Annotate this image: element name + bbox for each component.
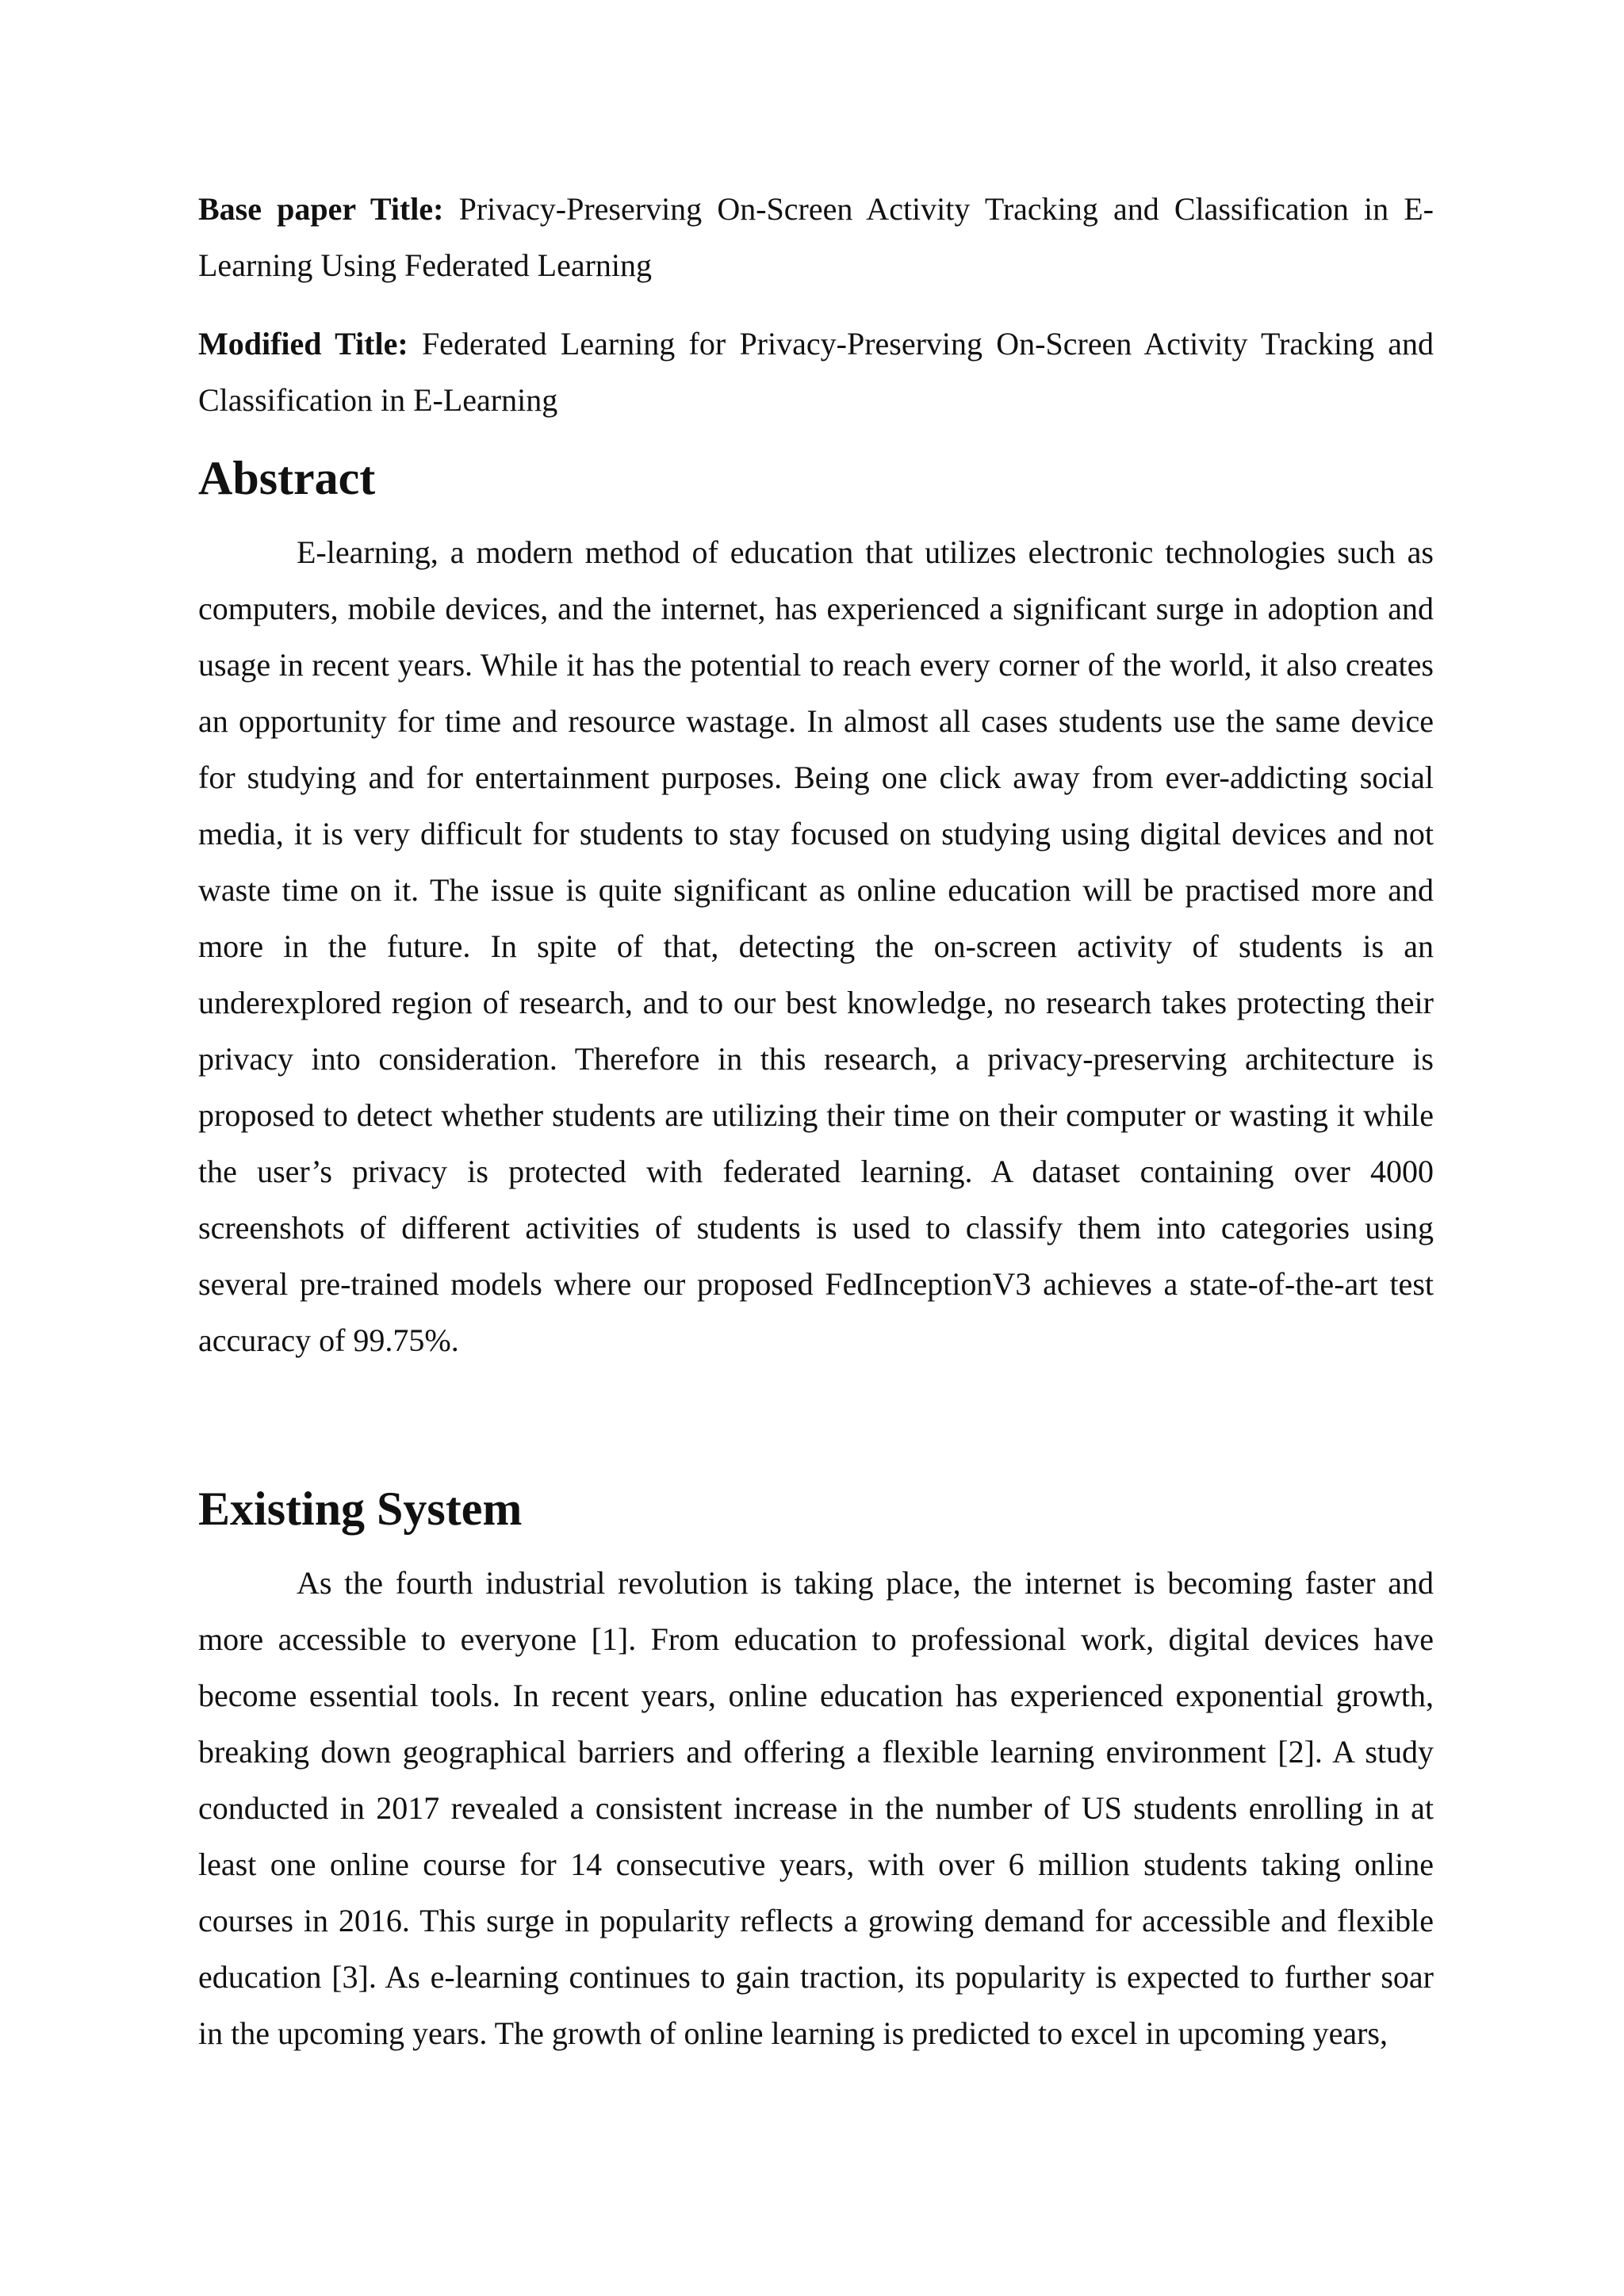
existing-system-heading: Existing System [198, 1483, 523, 1535]
modified-title-text: Federated Learning for Privacy-Preserving On-Screen Activity Tracking and Classification in E-Learning [198, 326, 1434, 418]
abstract-heading: Abstract [198, 452, 376, 504]
base-paper-title [198, 181, 1434, 293]
document-page [198, 181, 1434, 2061]
existing-system-paragraph: As the fourth industrial revolution is taking place, the internet is becoming faster and more accessible to everyone [1]. From education to professional work, digital devices have become essential tools. In recent years, online education has experienced exponential growth, breaking down geographical barriers and offering a flexible learning environment [2]. A study conducted in 2017 revealed a consistent increase in the number of US students enrolling in at least one online course for 14 consecutive years, with over 6 million students taking online courses in 2016. This surge in popularity reflects a growing demand for accessible and flexible education [3]. As e-learning continues to gain traction, its popularity is expected to further soar in the upcoming years. The growth of online learning is predicted to excel in upcoming years, [198, 1565, 1434, 2051]
base-paper-title-text: Privacy-Preserving On-Screen Activity Tracking and Classification in E-Learning Using Federated Learning [198, 191, 1434, 283]
modified-title-label: Modified Title: [198, 326, 408, 362]
modified-title [198, 316, 1434, 428]
base-paper-title-label: Base paper Title: [198, 191, 444, 227]
abstract-paragraph: E-learning, a modern method of education that utilizes electronic technologies such as computers, mobile devices, and the internet, has experienced a significant surge in adoption and usage in recent years. While it has the potential to reach every corner of the world, it also creates an opportunity for time and resource wastage. In almost all cases students use the same device for studying and for entertainment purposes. Being one click away from ever-addicting social media, it is very difficult for students to stay focused on studying using digital devices and not waste time on it. The issue is quite significant as online education will be practised more and more in the future. In spite of that, detecting the on-screen activity of students is an underexplored region of research, and to our best knowledge, no research takes protecting their privacy into consideration. Therefore in this research, a privacy-preserving architecture is proposed to detect whether students are utilizing their time on their computer or wasting it while the user’s privacy is protected with federated learning. A dataset containing over 4000 screenshots of different activities of students is used to classify them into categories using several pre-trained models where our proposed FedInceptionV3 achieves a state-of-the-art test accuracy of 99.75%. [198, 534, 1434, 1358]
